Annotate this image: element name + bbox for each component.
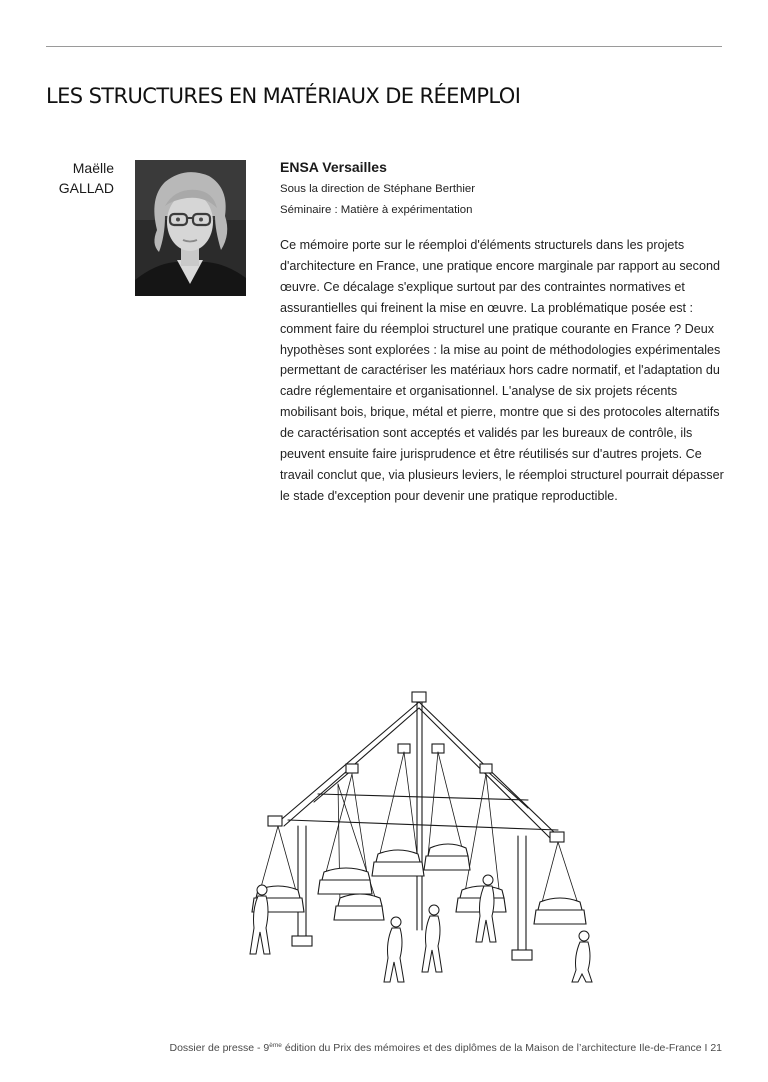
footer-ordinal: ème [269, 1042, 282, 1049]
school-name: ENSA Versailles [280, 159, 387, 175]
footer-text-end: édition du Prix des mémoires et des diplômes de la Maison de l’architecture Ile-de-France [281, 1042, 702, 1054]
seminar-line: Séminaire : Matière à expérimentation [280, 204, 473, 216]
abstract-text: Ce mémoire porte sur le réemploi d'éléments structurels dans les projets d'architecture en France, une pratique encore marginale par rapport au second œuvre. Ce décalage s'explique surtout par des contraintes normatives et assurantielles qui freinent la mise en œuvre. La problématique posée est : comment faire du réemploi structurel une pratique courante en France ? Deux hypothèses sont explorées : la mise au point de méthodologies expérimentales permettant de caractériser les matériaux hors cadre normatif, et l'adaptation du cadre réglementaire et organisationnel. L'analyse de six projets récents mobilisant bois, brique, métal et pierre, montre que si des protocoles alternatifs de caractérisation sont acceptés et validés par les bureaux de contrôle, ils peuvent ensuite faire jurisprudence et être réutilisés sur d'autres projets. Ce travail conclut que, via plusieurs leviers, le réemploi structurel pourrait dépasser le stade d'exception pour devenir une pratique reproductible. [280, 238, 724, 503]
footer [169, 1042, 722, 1054]
structure-illustration [228, 684, 608, 984]
author-name [30, 158, 114, 198]
footer-text-start: Dossier de presse - 9 [169, 1042, 270, 1054]
supervision-line: Sous la direction de Stéphane Berthier [280, 183, 476, 195]
section-title: LES STRUCTURES EN MATÉRIAUX DE RÉEMPLOI [46, 84, 521, 108]
page-number: I 21 [704, 1042, 722, 1054]
author-first-name: Maëlle [72, 160, 114, 176]
author-last-name: GALLAD [58, 180, 114, 196]
author-portrait [135, 160, 246, 296]
top-rule [46, 46, 722, 47]
